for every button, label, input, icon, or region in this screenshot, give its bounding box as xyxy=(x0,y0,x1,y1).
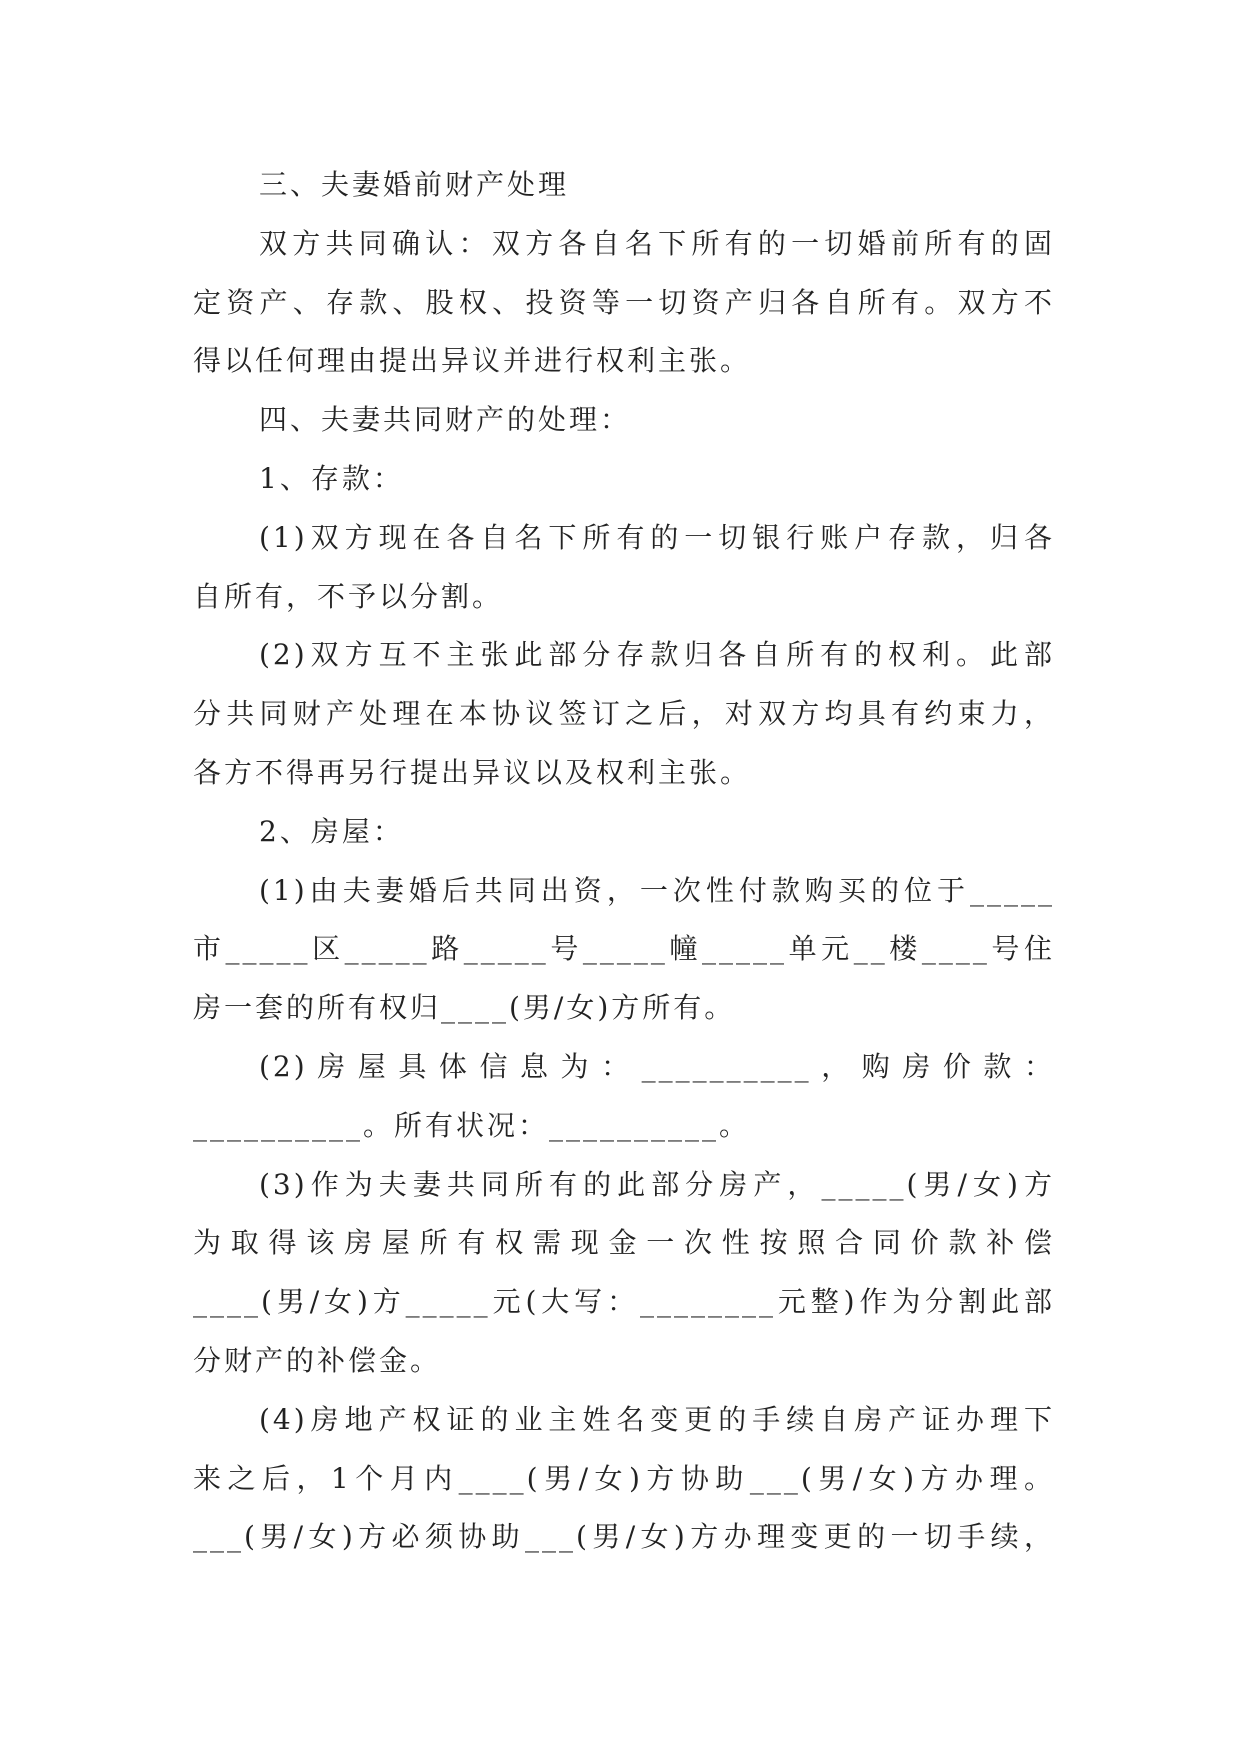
text-line: 为取得该房屋所有权需现金一次性按照合同价款补偿 xyxy=(193,1226,1055,1260)
text-line: 双方共同确认：双方各自名下所有的一切婚前所有的固 xyxy=(259,226,1055,260)
paragraph-house-2 xyxy=(193,1038,1055,1156)
text-line: 各方不得再另行提出异议以及权利主张。 xyxy=(193,755,752,789)
text-line: (2)房屋具体信息为：__________，购房价款： xyxy=(259,1049,1055,1083)
text-line: 定资产、存款、股权、投资等一切资产归各自所有。双方不 xyxy=(193,285,1055,319)
text-line: 得以任何理由提出异议并进行权利主张。 xyxy=(193,344,752,378)
text-line: 市_____区_____路_____号_____幢_____单元__楼____号住 xyxy=(193,932,1055,966)
section-heading-joint-property xyxy=(193,391,1055,450)
text-line: (4)房地产权证的业主姓名变更的手续自房产证办理下 xyxy=(259,1402,1055,1436)
text-line: (1)由夫妻婚后共同出资，一次性付款购买的位于_____ xyxy=(259,873,1055,907)
text-line: (2)双方互不主张此部分存款归各自所有的权利。此部 xyxy=(259,638,1055,672)
text-line: 来之后，1个月内____(男/女)方协助___(男/女)方办理。 xyxy=(193,1461,1055,1495)
heading-line: 四、夫妻共同财产的处理： xyxy=(259,403,632,437)
paragraph-house-3 xyxy=(193,1156,1055,1391)
text-line: 分财产的补偿金。 xyxy=(193,1343,442,1377)
subheading-deposits xyxy=(193,450,1055,509)
heading-line: 2、房屋： xyxy=(259,814,404,848)
paragraph-house-1 xyxy=(193,862,1055,1038)
section-heading-premarital-property xyxy=(193,156,1055,215)
subheading-house xyxy=(193,803,1055,862)
document-body xyxy=(193,156,1055,1567)
paragraph-premarital-confirmation xyxy=(193,215,1055,391)
text-line: ____(男/女)方_____元(大写：________元整)作为分割此部 xyxy=(193,1285,1055,1319)
text-line: (1)双方现在各自名下所有的一切银行账户存款，归各 xyxy=(259,520,1055,554)
text-line: 房一套的所有权归____(男/女)方所有。 xyxy=(193,991,736,1025)
paragraph-deposits-1 xyxy=(193,509,1055,627)
text-line: ___(男/女)方必须协助___(男/女)方办理变更的一切手续， xyxy=(193,1520,1055,1554)
paragraph-deposits-2 xyxy=(193,626,1055,802)
paragraph-house-4 xyxy=(193,1391,1055,1567)
text-line: (3)作为夫妻共同所有的此部分房产，_____(男/女)方 xyxy=(259,1167,1055,1201)
text-line: __________。所有状况：__________。 xyxy=(193,1108,751,1142)
heading-line: 三、夫妻婚前财产处理 xyxy=(259,168,570,201)
text-line: 分共同财产处理在本协议签订之后，对双方均具有约束力， xyxy=(193,697,1055,731)
text-line: 自所有，不予以分割。 xyxy=(193,579,504,613)
heading-line: 1、存款： xyxy=(259,461,404,495)
